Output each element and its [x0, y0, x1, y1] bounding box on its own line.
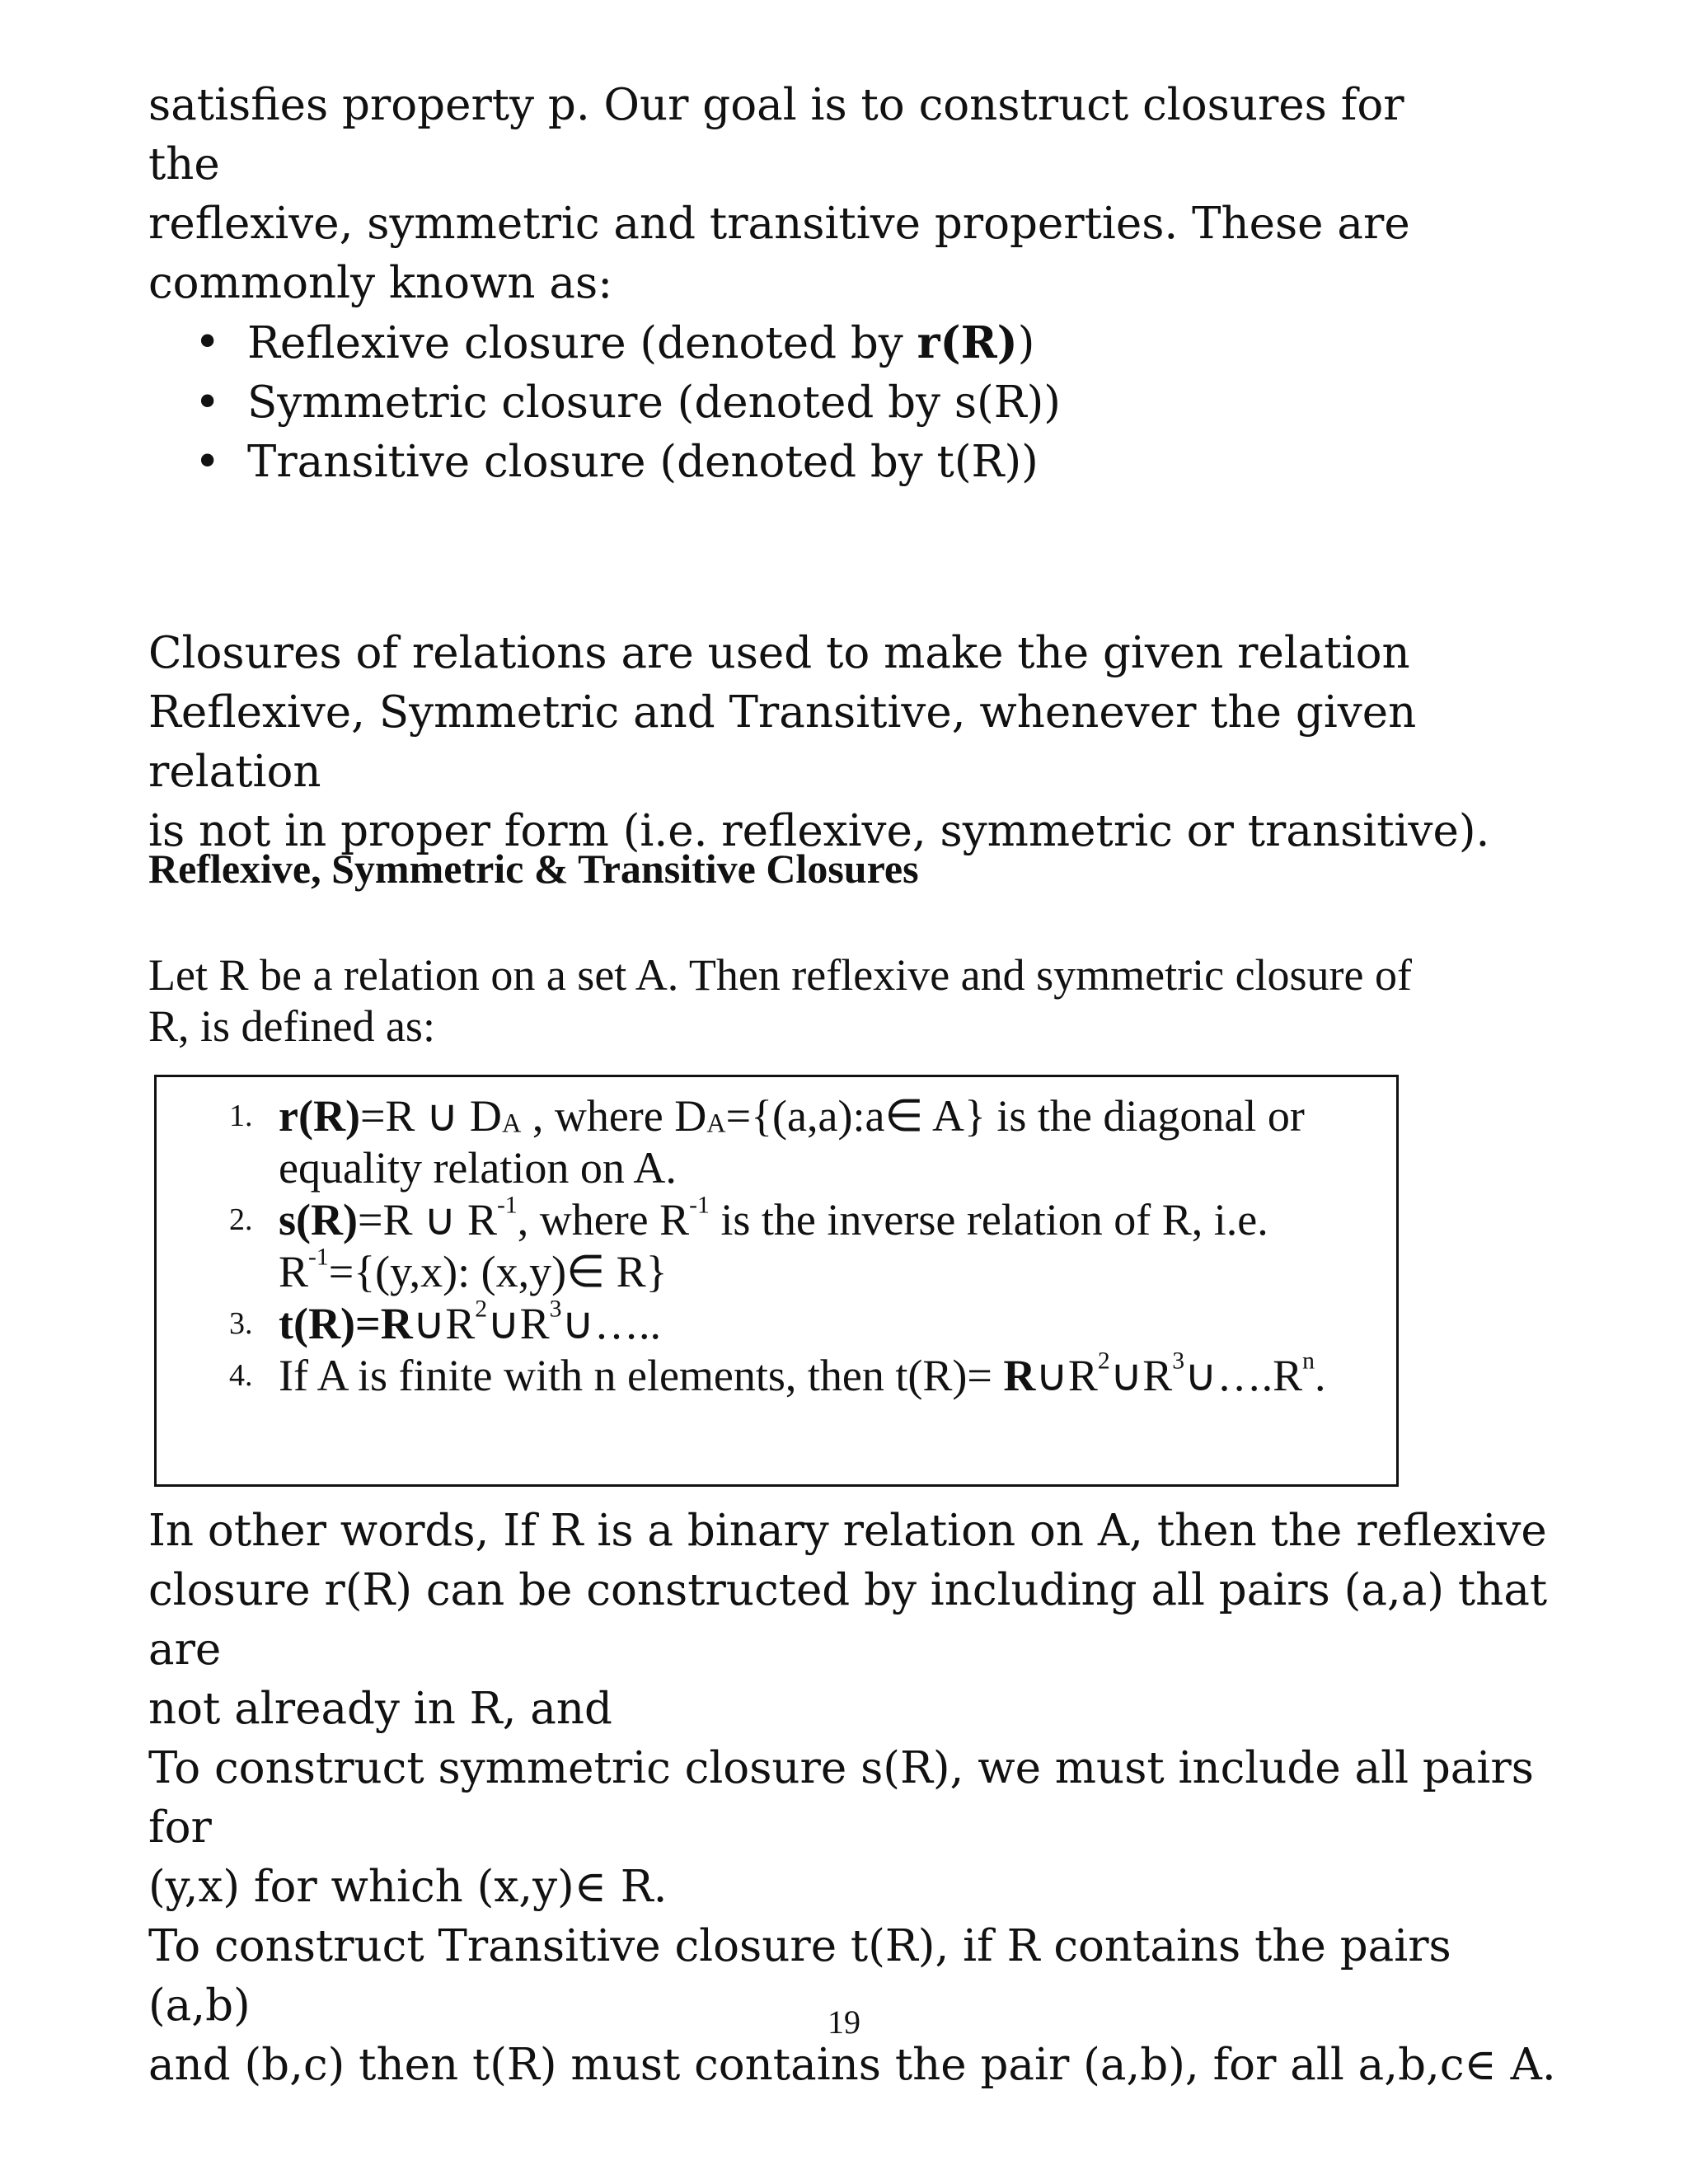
explanation-line-7: and (b,c) then t(R) must contains the pair (a,b), for all a,b,c∈ A.: [148, 2040, 1556, 2090]
bullet-transitive-text: Transitive closure (denoted by t(R)): [247, 437, 1039, 487]
definition-text: ∪R: [412, 1299, 476, 1348]
explanation-line-4: To construct symmetric closure s(R), we must include all pairs for: [148, 1743, 1534, 1853]
superscript: -1: [689, 1192, 710, 1219]
superscript: 2: [1097, 1347, 1110, 1375]
explanation-line-1: In other words, If R is a binary relation on A, then the reflexive: [148, 1506, 1547, 1556]
subscript: A: [501, 1108, 522, 1139]
bullet-symmetric: [148, 373, 1061, 433]
closures-line-2: Reflexive, Symmetric and Transitive, whenever the given relation: [148, 687, 1417, 797]
definition-item-1: [229, 1090, 1326, 1194]
explanation-line-3: not already in R, and: [148, 1684, 612, 1734]
definition-number: 2.: [229, 1202, 253, 1237]
definition-continuation: ={(y,x): (x,y)∈ R}: [328, 1247, 668, 1296]
definition-text: ∪…..: [561, 1299, 662, 1348]
bullet-reflexive: [148, 313, 1061, 373]
definition-number: 4.: [229, 1358, 253, 1393]
definition-text: ∪R: [1109, 1351, 1173, 1400]
definition-item-4: [229, 1347, 1326, 1402]
definition-text: ∪R: [1035, 1351, 1098, 1400]
explanation-line-5: (y,x) for which (x,y)∈ R.: [148, 1862, 668, 1912]
definition-text: .: [1315, 1351, 1326, 1400]
superscript: 3: [1172, 1347, 1185, 1375]
superscript: n: [1302, 1347, 1315, 1375]
intro-paragraph: [148, 76, 1484, 313]
definition-number: 1.: [229, 1099, 253, 1133]
bullet-reflexive-pre: Reflexive closure (denoted by: [247, 318, 917, 368]
superscript: 2: [475, 1296, 488, 1323]
definitions-box: [154, 1075, 1399, 1487]
closure-bullet-list: [148, 313, 1061, 492]
definition-text: =R ∪ D: [359, 1091, 502, 1141]
definition-item-2: [229, 1194, 1326, 1298]
definition-bold: t(R)=R: [279, 1299, 413, 1348]
definition-intro-line-1: Let R be a relation on a set A. Then reflexive and symmetric closure of: [148, 950, 1412, 1000]
bullet-dot-icon: •: [195, 317, 221, 368]
definition-continuation: equality relation on A.: [279, 1143, 677, 1193]
definition-text: =R ∪ R: [357, 1195, 497, 1244]
intro-line-1: satisfies property p. Our goal is to construct closures for the: [148, 80, 1404, 190]
section-heading: Reflexive, Symmetric & Transitive Closures: [148, 846, 919, 892]
bullet-reflexive-post: ): [1017, 318, 1035, 368]
bullet-transitive: [148, 433, 1061, 492]
closures-line-3: is not in proper form (i.e. reflexive, symmetric or transitive).: [148, 806, 1490, 856]
superscript: 3: [549, 1296, 562, 1323]
intro-line-2: reflexive, symmetric and transitive properties. These are: [148, 199, 1410, 249]
closures-paragraph: [148, 624, 1550, 861]
intro-line-3: commonly known as:: [148, 258, 613, 308]
bullet-symmetric-text: Symmetric closure (denoted by s(R)): [247, 377, 1061, 428]
subscript: A: [706, 1108, 726, 1139]
explanation-line-2: closure r(R) can be constructed by including all pairs (a,a) that are: [148, 1565, 1548, 1675]
closures-line-1: Closures of relations are used to make the given relation: [148, 628, 1410, 678]
bullet-dot-icon: •: [195, 377, 221, 428]
bullet-reflexive-bold: r(R): [917, 317, 1018, 368]
definition-number: 3.: [229, 1306, 253, 1341]
definition-item-3: [229, 1298, 1326, 1350]
definition-bold: s(R): [279, 1195, 358, 1244]
definitions-list: [229, 1090, 1326, 1402]
bullet-dot-icon: •: [195, 437, 221, 487]
definition-intro-line-2: R, is defined as:: [148, 1001, 435, 1051]
definition-text: If A is finite with n elements, then t(R)=: [279, 1351, 1004, 1400]
definition-text: ={(a,a):a∈ A} is the diagonal or: [725, 1091, 1305, 1141]
definition-bold: R: [1003, 1351, 1036, 1400]
definition-bold: r(R): [279, 1091, 360, 1141]
definition-continuation: R: [279, 1247, 309, 1296]
page-number: 19: [828, 2004, 860, 2041]
superscript: -1: [308, 1244, 329, 1271]
definition-text: , where R: [517, 1195, 690, 1244]
definition-text: , where D: [521, 1091, 707, 1141]
definition-intro: [148, 949, 1484, 1052]
definition-text: ∪….R: [1184, 1351, 1303, 1400]
definition-text: ∪R: [487, 1299, 550, 1348]
superscript: -1: [497, 1192, 518, 1219]
explanation-line-6: To construct Transitive closure t(R), if R contains the pairs (a,b): [148, 1921, 1451, 2031]
definition-text: is the inverse relation of R, i.e.: [709, 1195, 1268, 1244]
